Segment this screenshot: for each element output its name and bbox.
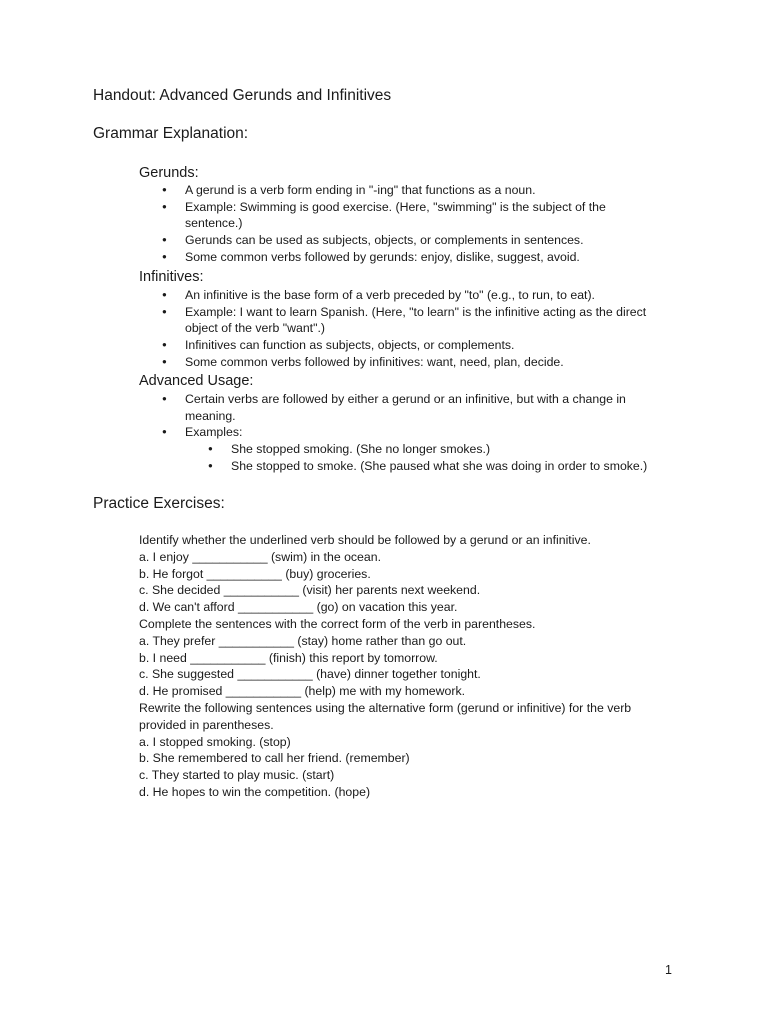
exercise-item: d. He hopes to win the competition. (hope) — [139, 784, 371, 799]
exercise-item: c. She decided ___________ (visit) her parents next weekend. — [139, 583, 481, 598]
exercise-item: b. I need ___________ (finish) this report by tomorrow. — [139, 650, 438, 665]
advanced-usage-list — [185, 391, 685, 475]
list-item: ● Infinitives can function as subjects, objects, or complements. — [185, 337, 685, 354]
grammar-explanation-heading: Grammar Explanation: — [93, 125, 249, 142]
exercises-block — [139, 532, 669, 801]
examples-label: Examples: — [185, 425, 243, 440]
list-item: ● Gerunds can be used as subjects, objects, or complements in sentences. — [185, 232, 685, 249]
examples-sublist — [185, 441, 685, 474]
exercise-item: a. I enjoy ___________ (swim) in the ocean. — [139, 549, 381, 564]
list-item: ● Example: Swimming is good exercise. (Here, "swimming" is the subject of the sentence.) — [185, 199, 645, 232]
list-item: ● She stopped to smoke. (She paused what she was doing in order to smoke.) — [231, 458, 685, 475]
exercise-item: c. She suggested ___________ (have) dinner together tonight. — [139, 667, 481, 682]
exercise-item: a. They prefer ___________ (stay) home rather than go out. — [139, 633, 467, 648]
list-item: ● Some common verbs followed by gerunds: enjoy, dislike, suggest, avoid. — [185, 249, 685, 266]
exercise-item: b. He forgot ___________ (buy) groceries. — [139, 566, 371, 581]
list-item: ● She stopped smoking. (She no longer smokes.) — [231, 441, 685, 458]
gerunds-list — [185, 182, 685, 266]
list-item: ● Certain verbs are followed by either a gerund or an infinitive, but with a change in meaning. — [185, 391, 660, 424]
exercise-item: d. He promised ___________ (help) me with my homework. — [139, 684, 466, 699]
advanced-usage-heading: Advanced Usage: — [139, 373, 254, 389]
exercise-item: c. They started to play music. (start) — [139, 768, 335, 783]
list-item: ● Example: I want to learn Spanish. (Here, "to learn" is the infinitive acting as the direct object of the verb "want".) — [185, 304, 675, 337]
list-item: ● A gerund is a verb form ending in "-ing" that functions as a noun. — [185, 182, 685, 199]
infinitives-heading: Infinitives: — [139, 269, 204, 285]
practice-exercises-heading: Practice Exercises: — [93, 495, 225, 512]
exercise-item: d. We can't afford ___________ (go) on vacation this year. — [139, 600, 458, 615]
gerunds-heading: Gerunds: — [139, 165, 199, 181]
infinitives-list — [185, 287, 685, 371]
list-item: ● Some common verbs followed by infinitives: want, need, plan, decide. — [185, 354, 685, 371]
list-item: ● An infinitive is the base form of a verb preceded by "to" (e.g., to run, to eat). — [185, 287, 685, 304]
document-title: Handout: Advanced Gerunds and Infinitives — [93, 87, 392, 104]
exercise-instruction: Identify whether the underlined verb should be followed by a gerund or an infinitive. — [139, 533, 591, 547]
list-item — [185, 424, 685, 474]
page-number: 1 — [665, 963, 672, 977]
exercise-instruction: Complete the sentences with the correct form of the verb in parentheses. — [139, 616, 536, 631]
exercise-instruction: Rewrite the following sentences using the alternative form (gerund or infinitive) for the verb provided in parentheses. — [139, 700, 632, 732]
exercise-item: b. She remembered to call her friend. (remember) — [139, 751, 410, 766]
exercise-item: a. I stopped smoking. (stop) — [139, 734, 291, 749]
